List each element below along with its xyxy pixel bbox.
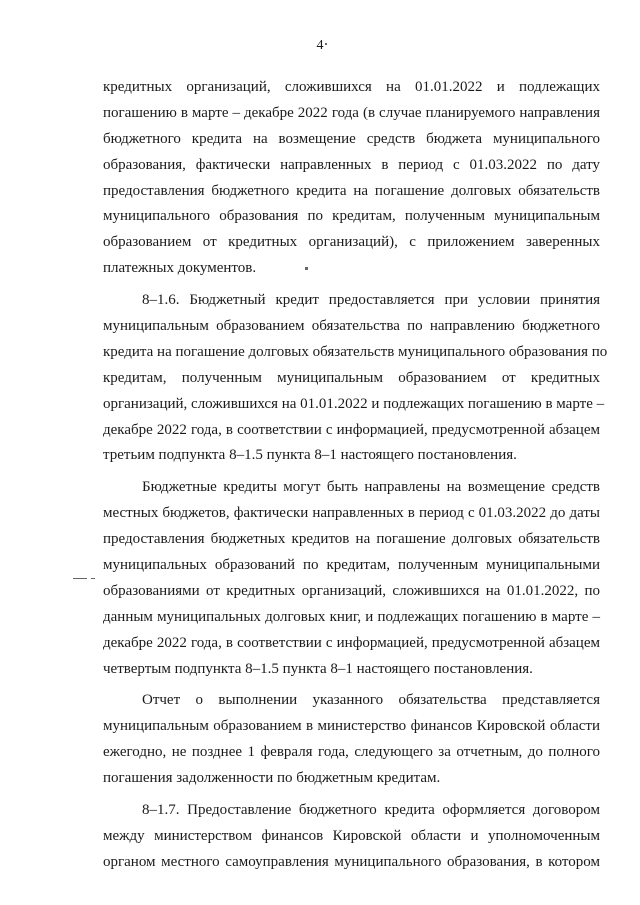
text-line: предоставления бюджетных кредитов на погашение долговых обязательств bbox=[103, 531, 600, 548]
paragraph bbox=[103, 75, 600, 282]
text-line: декабре 2022 года, в соответствии с информацией, предусмотренной абзацем bbox=[103, 634, 600, 651]
page-number: 4 bbox=[316, 38, 324, 53]
text-line: 8–1.7. Предоставление бюджетного кредита оформляется договором bbox=[142, 802, 600, 819]
text-line: кредита на погашение долговых обязательств муниципального образования по bbox=[103, 343, 608, 360]
scan-speck bbox=[325, 43, 327, 45]
text-line: муниципальным образованием в министерство финансов Кировской области bbox=[103, 718, 600, 735]
text-line: бюджетного кредита на возмещение средств бюджета муниципального bbox=[103, 130, 600, 147]
paragraph bbox=[103, 688, 600, 792]
text-line: Бюджетные кредиты могут быть направлены на возмещение средств bbox=[142, 479, 600, 496]
paragraph bbox=[103, 288, 608, 469]
text-line: образованием от кредитных организаций), с приложением заверенных bbox=[103, 234, 600, 251]
text-line: Отчет о выполнении указанного обязательства представляется bbox=[142, 692, 600, 709]
text-line: кредитам, полученным муниципальным образованием от кредитных bbox=[103, 369, 600, 386]
text-line: органом местного самоуправления муниципального образования, в котором bbox=[103, 853, 600, 870]
scan-speck bbox=[305, 267, 308, 270]
text-line: организаций, сложившихся на 01.01.2022 и подлежащих погашению в марте – bbox=[103, 395, 605, 412]
text-line: декабре 2022 года, в соответствии с информацией, предусмотренной абзацем bbox=[103, 421, 600, 438]
text-line: 8–1.6. Бюджетный кредит предоставляется при условии принятия bbox=[142, 292, 600, 309]
paragraph bbox=[103, 798, 600, 876]
text-line: муниципальных образований по кредитам, полученным муниципальными bbox=[103, 557, 600, 574]
scan-speck bbox=[73, 578, 87, 579]
text-line: кредитных организаций, сложившихся на 01.01.2022 и подлежащих bbox=[103, 79, 600, 95]
text-line: ежегодно, не позднее 1 февраля года, следующего за отчетным, до полного bbox=[103, 744, 600, 761]
text-line: платежных документов. bbox=[103, 260, 257, 277]
text-line: погашению в марте – декабре 2022 года (в случае планируемого направления bbox=[103, 104, 600, 121]
scan-speck bbox=[91, 578, 95, 579]
text-line: предоставления бюджетного кредита на погашение долговых обязательств bbox=[103, 182, 600, 199]
text-line: муниципального образования по кредитам, полученным муниципальным bbox=[103, 208, 600, 225]
text-line: между министерством финансов Кировской области и уполномоченным bbox=[103, 827, 600, 844]
text-line: данным муниципальных долговых книг, и подлежащих погашению в марте – bbox=[103, 608, 600, 625]
text-line: четвертым подпункта 8–1.5 пункта 8–1 настоящего постановления. bbox=[103, 660, 533, 677]
text-line: местных бюджетов, фактически направленных в период с 01.03.2022 до даты bbox=[103, 505, 600, 522]
text-line: образования, фактически направленных в период с 01.03.2022 по дату bbox=[103, 156, 600, 173]
text-line: образованиями от кредитных организаций, сложившихся на 01.01.2022, по bbox=[103, 582, 600, 599]
document-body bbox=[103, 75, 608, 876]
text-line: муниципальным образованием обязательства по направлению бюджетного bbox=[103, 318, 600, 335]
text-line: погашения задолженности по бюджетным кредитам. bbox=[103, 770, 441, 787]
paragraph bbox=[103, 475, 600, 682]
text-line: третьим подпункта 8–1.5 пункта 8–1 настоящего постановления. bbox=[103, 447, 517, 464]
